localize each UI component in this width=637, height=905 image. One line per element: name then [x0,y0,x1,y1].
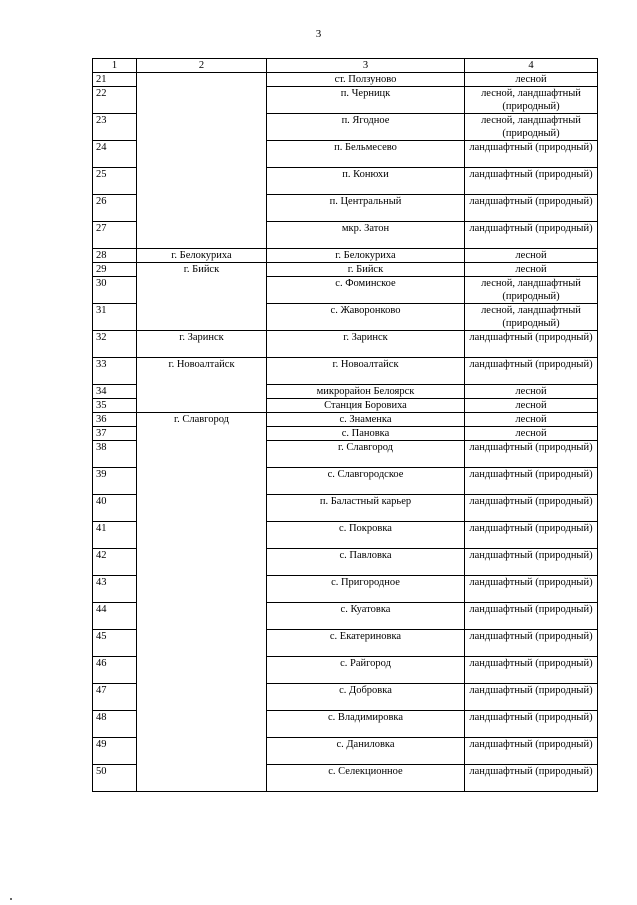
municipality-cell: г. Бийск [137,263,267,331]
settlement-cell: с. Павловка [267,549,465,576]
row-number: 44 [93,603,137,630]
row-number: 21 [93,73,137,87]
row-number: 30 [93,277,137,304]
settlement-cell: с. Даниловка [267,738,465,765]
municipality-cell: г. Заринск [137,331,267,358]
zone-type-cell: лесной, ландшафтный (природный) [465,87,598,114]
header-col-4: 4 [465,59,598,73]
header-col-2: 2 [137,59,267,73]
zone-type-cell: ландшафтный (природный) [465,358,598,385]
settlement-cell: с. Владимировка [267,711,465,738]
header-col-3: 3 [267,59,465,73]
zone-type-cell: лесной [465,73,598,87]
zone-type-cell: ландшафтный (природный) [465,630,598,657]
settlement-cell: с. Знаменка [267,413,465,427]
settlement-cell: п. Черницк [267,87,465,114]
zone-type-cell: ландшафтный (природный) [465,168,598,195]
zone-type-cell: ландшафтный (природный) [465,331,598,358]
zone-type-cell: лесной [465,385,598,399]
settlement-cell: п. Центральный [267,195,465,222]
settlement-cell: г. Бийск [267,263,465,277]
row-number: 46 [93,657,137,684]
municipality-cell [137,73,267,249]
zone-type-cell: ландшафтный (природный) [465,522,598,549]
settlement-cell: ст. Ползуново [267,73,465,87]
row-number: 40 [93,495,137,522]
zone-type-cell: лесной [465,427,598,441]
settlement-cell: п. Конюхи [267,168,465,195]
row-number: 43 [93,576,137,603]
municipality-cell: г. Новоалтайск [137,358,267,413]
row-number: 47 [93,684,137,711]
zone-type-cell: ландшафтный (природный) [465,495,598,522]
settlements-table [92,58,598,792]
row-number: 37 [93,427,137,441]
row-number: 41 [93,522,137,549]
row-number: 23 [93,114,137,141]
settlement-cell: г. Славгород [267,441,465,468]
settlement-cell: с. Куатовка [267,603,465,630]
row-number: 28 [93,249,137,263]
zone-type-cell: ландшафтный (природный) [465,603,598,630]
zone-type-cell: ландшафтный (природный) [465,765,598,792]
row-number: 25 [93,168,137,195]
settlement-cell: с. Селекционное [267,765,465,792]
settlement-cell: с. Райгород [267,657,465,684]
zone-type-cell: лесной [465,263,598,277]
zone-type-cell: ландшафтный (природный) [465,576,598,603]
municipality-cell: г. Славгород [137,413,267,792]
zone-type-cell: лесной [465,399,598,413]
settlement-cell: Станция Боровиха [267,399,465,413]
row-number: 27 [93,222,137,249]
settlement-cell: п. Бельмесево [267,141,465,168]
table-row [93,263,598,277]
row-number: 48 [93,711,137,738]
settlement-cell: с. Пригородное [267,576,465,603]
zone-type-cell: лесной [465,413,598,427]
zone-type-cell: ландшафтный (природный) [465,222,598,249]
settlement-cell: с. Покровка [267,522,465,549]
row-number: 22 [93,87,137,114]
settlement-cell: микрорайон Белоярск [267,385,465,399]
zone-type-cell: ландшафтный (природный) [465,711,598,738]
row-number: 38 [93,441,137,468]
settlement-cell: п. Баластный карьер [267,495,465,522]
row-number: 29 [93,263,137,277]
row-number: 33 [93,358,137,385]
table-row [93,413,598,427]
row-number: 34 [93,385,137,399]
zone-type-cell: лесной [465,249,598,263]
table-row [93,358,598,385]
row-number: 36 [93,413,137,427]
settlement-cell: п. Ягодное [267,114,465,141]
zone-type-cell: ландшафтный (природный) [465,141,598,168]
row-number: 45 [93,630,137,657]
settlement-cell: г. Заринск [267,331,465,358]
header-col-1: 1 [93,59,137,73]
page-number: 3 [315,28,322,40]
table-row [93,331,598,358]
row-number: 39 [93,468,137,495]
zone-type-cell: ландшафтный (природный) [465,657,598,684]
zone-type-cell: лесной, ландшафтный (природный) [465,114,598,141]
settlement-cell: с. Екатериновка [267,630,465,657]
scan-speck [10,898,12,900]
table-row [93,73,598,87]
zone-type-cell: ландшафтный (природный) [465,195,598,222]
zone-type-cell: ландшафтный (природный) [465,468,598,495]
settlement-cell: мкр. Затон [267,222,465,249]
settlement-cell: г. Белокуриха [267,249,465,263]
settlement-cell: с. Славгородское [267,468,465,495]
zone-type-cell: ландшафтный (природный) [465,549,598,576]
row-number: 49 [93,738,137,765]
row-number: 24 [93,141,137,168]
settlement-cell: г. Новоалтайск [267,358,465,385]
settlement-cell: с. Пановка [267,427,465,441]
municipality-cell: г. Белокуриха [137,249,267,263]
row-number: 42 [93,549,137,576]
settlement-cell: с. Фоминское [267,277,465,304]
zone-type-cell: ландшафтный (природный) [465,684,598,711]
settlement-cell: с. Добровка [267,684,465,711]
zone-type-cell: лесной, ландшафтный (природный) [465,304,598,331]
zone-type-cell: ландшафтный (природный) [465,441,598,468]
table-header-row [93,59,598,73]
row-number: 35 [93,399,137,413]
table-row [93,249,598,263]
settlement-cell: с. Жаворонково [267,304,465,331]
zone-type-cell: ландшафтный (природный) [465,738,598,765]
row-number: 32 [93,331,137,358]
row-number: 31 [93,304,137,331]
row-number: 26 [93,195,137,222]
row-number: 50 [93,765,137,792]
zone-type-cell: лесной, ландшафтный (природный) [465,277,598,304]
